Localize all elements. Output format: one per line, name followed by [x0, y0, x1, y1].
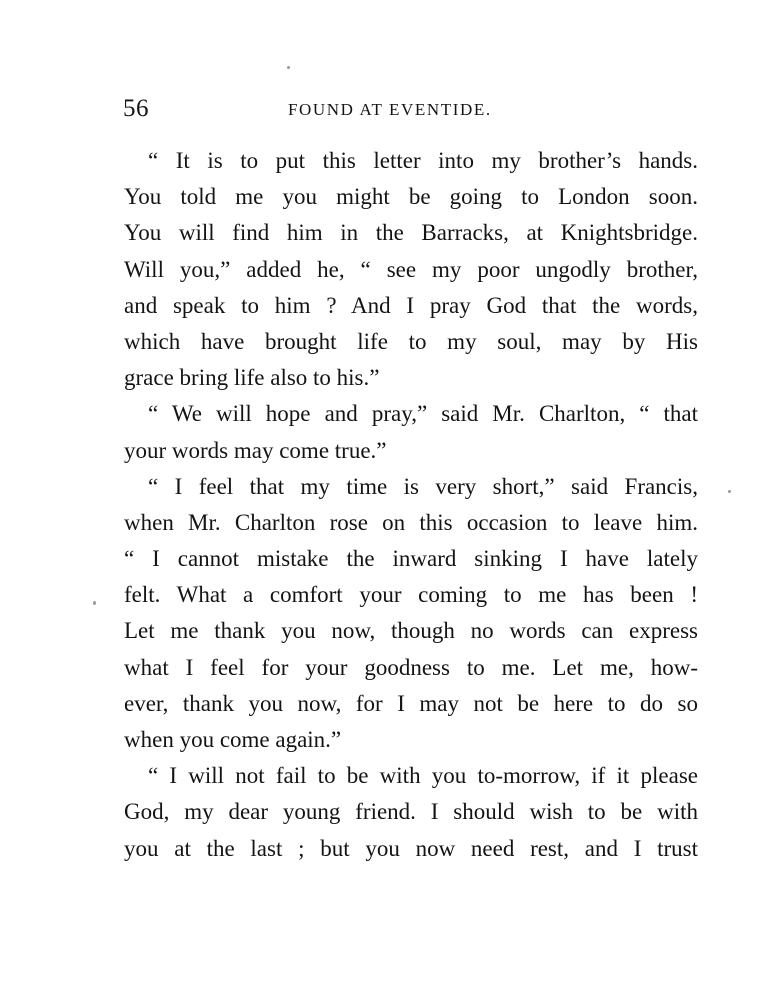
text-line: when Mr. Charlton rose on this occasion to leave him. [124, 509, 698, 535]
text-line: which have brought life to my soul, may by His [124, 328, 698, 354]
text-line: You will find him in the Barracks, at Knightsbridge. [124, 220, 698, 246]
text-line: You told me you might be going to London soon. [124, 184, 698, 210]
text-line: your words may come true.” [124, 437, 387, 463]
paper-speck [728, 490, 731, 493]
text-line: God, my dear young friend. I should wish to be with [124, 799, 698, 825]
text-line: and speak to him ? And I pray God that the words, [124, 292, 698, 318]
text-line: “ I cannot mistake the inward sinking I have lately [124, 546, 698, 572]
text-line: when you come again.” [124, 727, 342, 752]
text-line: “ It is to put this letter into my brother’s hands. [148, 148, 698, 173]
text-line: grace bring life also to his.” [124, 365, 380, 391]
paper-speck [93, 601, 96, 605]
text-line: you at the last ; but you now need rest, and I trust [124, 835, 698, 861]
text-line: ever, thank you now, for I may not be here to do so [124, 690, 698, 716]
text-line: what I feel for your goodness to me. Let me, how- [124, 654, 698, 680]
running-title: FOUND AT EVENTIDE. [288, 100, 492, 119]
running-head [123, 94, 697, 124]
paper-speck [287, 66, 290, 69]
text-line: Let me thank you now, though no words can express [124, 618, 698, 644]
text-line: felt. What a comfort your coming to me has been ! [124, 582, 698, 608]
body-text [124, 143, 698, 867]
text-line: “ We will hope and pray,” said Mr. Charlton, “ that [148, 401, 698, 427]
text-line: Will you,” added he, “ see my poor ungodly brother, [124, 256, 698, 282]
text-line: “ I will not fail to be with you to-morrow, if it please [148, 763, 698, 789]
text-line: “ I feel that my time is very short,” said Francis, [148, 473, 698, 499]
page-number: 56 [123, 95, 149, 122]
